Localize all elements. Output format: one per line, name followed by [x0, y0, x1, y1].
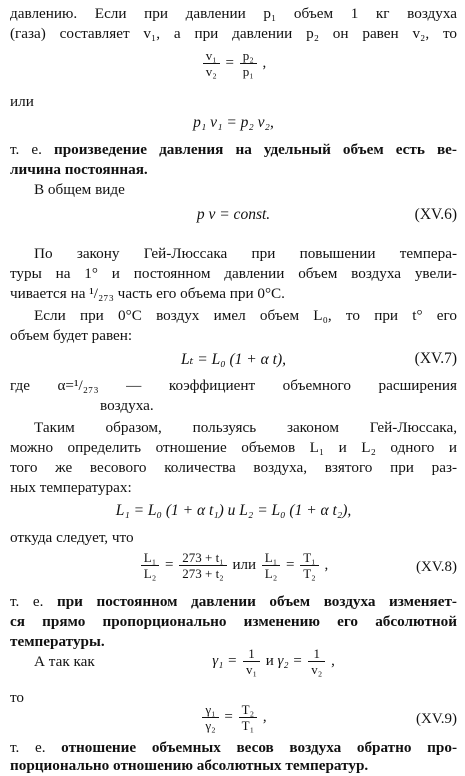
equation-const: p v = const. (XV.6) [196, 206, 457, 223]
bold-statement: т. е. произведение давления на удельный объем есть ве- [10, 141, 457, 158]
text-line: где α=¹/₂₇₃ — коэффициент объемного расширения [10, 377, 457, 394]
fraction: $\frac{\text{L₁}}{\text{L₂}}$ [262, 550, 280, 581]
fraction: $\frac{\text{v₁}}{\text{v₂}}$ [203, 48, 220, 79]
fraction: $\frac{1}{\text{v₁}}$ [243, 646, 260, 677]
fraction: $\frac{\text{p₂}}{\text{p₁}}$ [240, 48, 257, 79]
text-line: А так как [34, 653, 95, 670]
text-line: В общем виде [34, 181, 125, 198]
equation-number: (XV.9) [416, 711, 457, 727]
equation-number: (XV.8) [416, 559, 457, 575]
text-line: или [10, 93, 34, 110]
fraction: $\frac{\text{γ₁}}{\text{γ₂}}$ [202, 702, 218, 733]
equation-gamma-ratio: $\frac{\text{γ₁}}{\text{γ₂}}$ = $\frac{\text{T₂}}{\text{T₁}}$ , (XV.9) [10, 700, 457, 740]
equation-gay-lussac: Lₜ = L₀ (1 + α t), (XV.7) [180, 350, 457, 368]
fraction: $\frac{\text{L₁}}{\text{L₂}}$ [141, 550, 159, 581]
equation-number: (XV.6) [414, 206, 457, 223]
bold-statement: температуры. [10, 633, 105, 650]
fraction: $\frac{\text{T₁}}{\text{T₂}}$ [300, 550, 318, 581]
text-line: можно определить отношение объемов L₁ и L₂ одного и [10, 439, 457, 456]
equation-boyle: p₁ v₁ = p₂ v₂, [193, 114, 274, 131]
text-line: По закону Гей-Люссака при повышении темпера- [34, 245, 457, 262]
equation-volume-ratio: $\frac{\text{L₁}}{\text{L₂}}$ = $\frac{\text{273 + t₁}}{\text{273 + t₂}}$ или $\frac{\text{L₁}}{\text{L₂}}$ = $\frac{\text{T₁}}{\text{T₂}}$ , (XV.8) [10, 548, 457, 588]
text-line: того же весового количества воздуха, взятого при раз- [10, 459, 457, 476]
text-line: (газа) составляет v₁, а при давлении p₂ он равен v₂, то [10, 25, 457, 42]
text-line: откуда следует, что [10, 529, 134, 546]
fraction: $\frac{1}{\text{v₂}}$ [308, 646, 325, 677]
equation-l1-l2: L₁ = L₀ (1 + α t₁) и L₂ = L₀ (1 + α t₂), [115, 502, 352, 519]
text-line: то [10, 689, 25, 706]
bold-statement: т. е. при постоянном давлении объем воздуха изменяет- [10, 593, 457, 610]
equation-gamma: γ₁ = $\frac{1}{\text{v₁}}$ и γ₂ = $\frac{1}{\text{v₂}}$ , [212, 646, 335, 677]
text-line: воздуха. [100, 397, 154, 414]
text-line: Если при 0°С воздух имел объем L₀, то при t° его [34, 307, 457, 324]
fraction: $\frac{\text{273 + t₁}}{\text{273 + t₂}}$ [179, 550, 226, 581]
bold-statement: ся прямо пропорционально изменению его абсолютной [10, 613, 457, 630]
text-line: ных температурах: [10, 479, 132, 496]
text-line: туры на 1° и постоянном давлении объем воздуха увели- [10, 265, 457, 282]
text-line: объем будет равен: [10, 327, 133, 344]
text-line: давлению. Если при давлении p₁ объем 1 кг воздуха [10, 5, 457, 22]
equation-ratio-v-p: $\frac{\text{v₁}}{\text{v₂}}$ = $\frac{\text{p₂}}{\text{p₁}}$ , [10, 46, 457, 86]
text-line: чивается на ¹/₂₇₃ часть его объема при 0°С. [10, 285, 285, 302]
equation-number: (XV.7) [414, 350, 457, 367]
fraction: $\frac{\text{T₂}}{\text{T₁}}$ [239, 702, 257, 733]
bold-statement: т. е. отношение объемных весов воздуха обратно про- [10, 739, 457, 756]
bold-statement: порционально отношению абсолютных температур. [10, 757, 369, 774]
text-line: Таким образом, пользуясь законом Гей-Люссака, [34, 419, 457, 436]
bold-statement: личина постоянная. [10, 161, 148, 178]
